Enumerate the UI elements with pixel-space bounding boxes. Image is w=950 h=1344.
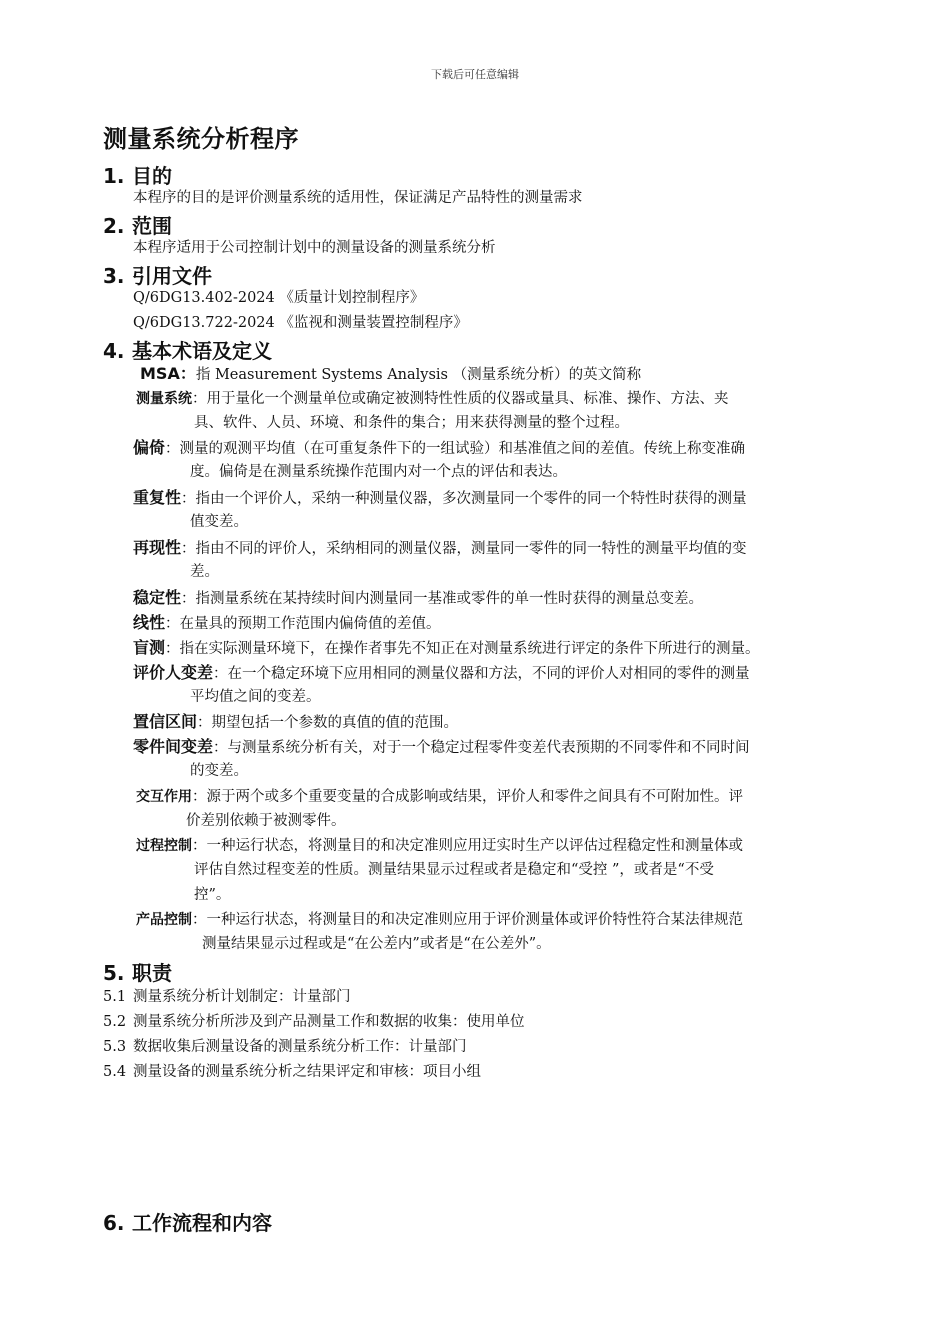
- term-definition: ：一种运行状态，将测量目的和决定准则应用于评价测量体或评价特性符合某法律规范: [192, 912, 743, 928]
- section-number: 2.: [103, 214, 125, 238]
- duty-text: 测量系统分析所涉及到产品测量工作和数据的收集：使用单位: [133, 1014, 525, 1030]
- term-definition: ：指由不同的评价人，采纳相同的测量仪器，测量同一零件的同一特性的测量平均值的变: [181, 541, 747, 557]
- term-repeatability: [133, 488, 747, 509]
- term-part-variation: [133, 737, 750, 758]
- section-number: 6.: [103, 1211, 125, 1235]
- section-title: 职责: [132, 961, 172, 985]
- term-label: 稳定性: [133, 588, 182, 607]
- term-definition: ：指在实际测量环境下，在操作者事先不知正在对测量系统进行评定的条件下所进行的测量。: [165, 641, 760, 657]
- page-title: 测量系统分析程序: [103, 125, 299, 153]
- section-4-heading: [103, 335, 272, 364]
- term-definition-cont: 控”。: [194, 887, 231, 903]
- term-stability: [133, 588, 703, 609]
- section-number: 4.: [103, 339, 125, 363]
- term-msa: [140, 364, 641, 385]
- term-label: 评价人变差: [133, 663, 214, 682]
- section-title: 目的: [132, 164, 172, 188]
- term-definition-cont: 具、软件、人员、环境、和条件的集合；用来获得测量的整个过程。: [194, 415, 629, 431]
- term-definition-cont: 价差别依赖于被测零件。: [186, 813, 346, 829]
- term-linearity: [133, 613, 441, 634]
- duty-number: 5.2: [103, 1014, 127, 1030]
- duty-text: 测量系统分析计划制定：计量部门: [133, 989, 351, 1005]
- term-appraiser-variation: [133, 663, 750, 684]
- term-label: 产品控制: [136, 912, 192, 928]
- term-definition: ：用于量化一个测量单位或确定被测特性性质的仪器或量具、标准、操作、方法、夹: [192, 391, 729, 407]
- term-label: 偏倚: [133, 438, 166, 457]
- term-definition: ：测量的观测平均值（在可重复条件下的一组试验）和基准值之间的差值。传统上称变准确: [165, 441, 746, 457]
- duty-item: [103, 1010, 525, 1031]
- header-note: 下载后可任意编辑: [431, 68, 519, 81]
- term-product-control: [136, 910, 743, 930]
- term-label: 再现性: [133, 538, 182, 557]
- duty-item: [103, 985, 351, 1006]
- section-1-heading: [103, 160, 172, 189]
- term-bias: [133, 438, 745, 459]
- term-definition: ：与测量系统分析有关，对于一个稳定过程零件变差代表预期的不同零件和不同时间: [213, 740, 750, 756]
- duty-text: 测量设备的测量系统分析之结果评定和审核：项目小组: [133, 1064, 481, 1080]
- section-title: 引用文件: [132, 264, 212, 288]
- term-definition: ：源于两个或多个重要变量的合成影响或结果，评价人和零件之间具有不可附加性。评: [192, 789, 743, 805]
- term-definition: ：指测量系统在某持续时间内测量同一基准或零件的单一性时获得的测量总变差。: [181, 591, 704, 607]
- term-label: 置信区间: [133, 712, 198, 731]
- term-blind-test: [133, 638, 760, 659]
- term-label: MSA：: [140, 364, 196, 383]
- term-definition-cont: 度。偏倚是在测量系统操作范围内对一个点的评估和表达。: [190, 464, 567, 480]
- section-number: 3.: [103, 264, 125, 288]
- duty-item: [103, 1035, 467, 1056]
- reference-item: Q/6DG13.722-2024 《监视和测量装置控制程序》: [133, 315, 468, 331]
- term-confidence-interval: [133, 712, 458, 733]
- section-2-text: 本程序适用于公司控制计划中的测量设备的测量系统分析: [133, 240, 496, 256]
- term-definition-cont: 测量结果显示过程或是“在公差内”或者是“在公差外”。: [202, 936, 551, 952]
- term-interaction: [136, 787, 743, 807]
- term-label: 测量系统: [136, 391, 192, 407]
- term-label: 零件间变差: [133, 737, 214, 756]
- section-6-heading: [103, 1207, 272, 1236]
- term-measurement-system: [136, 389, 729, 409]
- section-3-heading: [103, 260, 212, 289]
- term-label: 盲测: [133, 638, 166, 657]
- reference-item: Q/6DG13.402-2024 《质量计划控制程序》: [133, 290, 425, 306]
- section-5-heading: [103, 957, 172, 986]
- term-label: 线性: [133, 613, 166, 632]
- term-label: 过程控制: [136, 838, 192, 854]
- section-2-heading: [103, 210, 172, 239]
- term-process-control: [136, 836, 743, 856]
- term-definition-cont: 的变差。: [190, 763, 248, 779]
- term-reproducibility: [133, 538, 747, 559]
- duty-number: 5.1: [103, 989, 127, 1005]
- section-1-text: 本程序的目的是评价测量系统的适用性，保证满足产品特性的测量需求: [133, 190, 583, 206]
- term-definition: ：一种运行状态，将测量目的和决定准则应用迂实时生产以评估过程稳定性和测量体或: [192, 838, 743, 854]
- term-definition-cont: 平均值之间的变差。: [190, 689, 321, 705]
- term-definition: ：在量具的预期工作范围内偏倚值的差值。: [165, 616, 441, 632]
- term-definition-cont: 值变差。: [190, 514, 248, 530]
- duty-number: 5.3: [103, 1039, 127, 1055]
- section-title: 工作流程和内容: [132, 1211, 272, 1235]
- duty-text: 数据收集后测量设备的测量系统分析工作：计量部门: [133, 1039, 467, 1055]
- term-definition-cont: 评估自然过程变差的性质。测量结果显示过程或者是稳定和“受控 ”，或者是“不受: [194, 862, 714, 878]
- section-title: 基本术语及定义: [132, 339, 272, 363]
- section-title: 范围: [132, 214, 172, 238]
- term-label: 交互作用: [136, 789, 192, 805]
- term-definition: ：期望包括一个参数的真值的值的范围。: [197, 715, 459, 731]
- term-definition-cont: 差。: [190, 564, 219, 580]
- section-number: 1.: [103, 164, 125, 188]
- term-label: 重复性: [133, 488, 182, 507]
- term-definition: ：在一个稳定环境下应用相同的测量仪器和方法，不同的评价人对相同的零件的测量: [213, 666, 750, 682]
- section-number: 5.: [103, 961, 125, 985]
- duty-item: [103, 1060, 481, 1081]
- term-definition: 指 Measurement Systems Analysis （测量系统分析）的英文简称: [195, 367, 642, 383]
- duty-number: 5.4: [103, 1064, 127, 1080]
- term-definition: ：指由一个评价人，采纳一种测量仪器，多次测量同一个零件的同一个特性时获得的测量: [181, 491, 747, 507]
